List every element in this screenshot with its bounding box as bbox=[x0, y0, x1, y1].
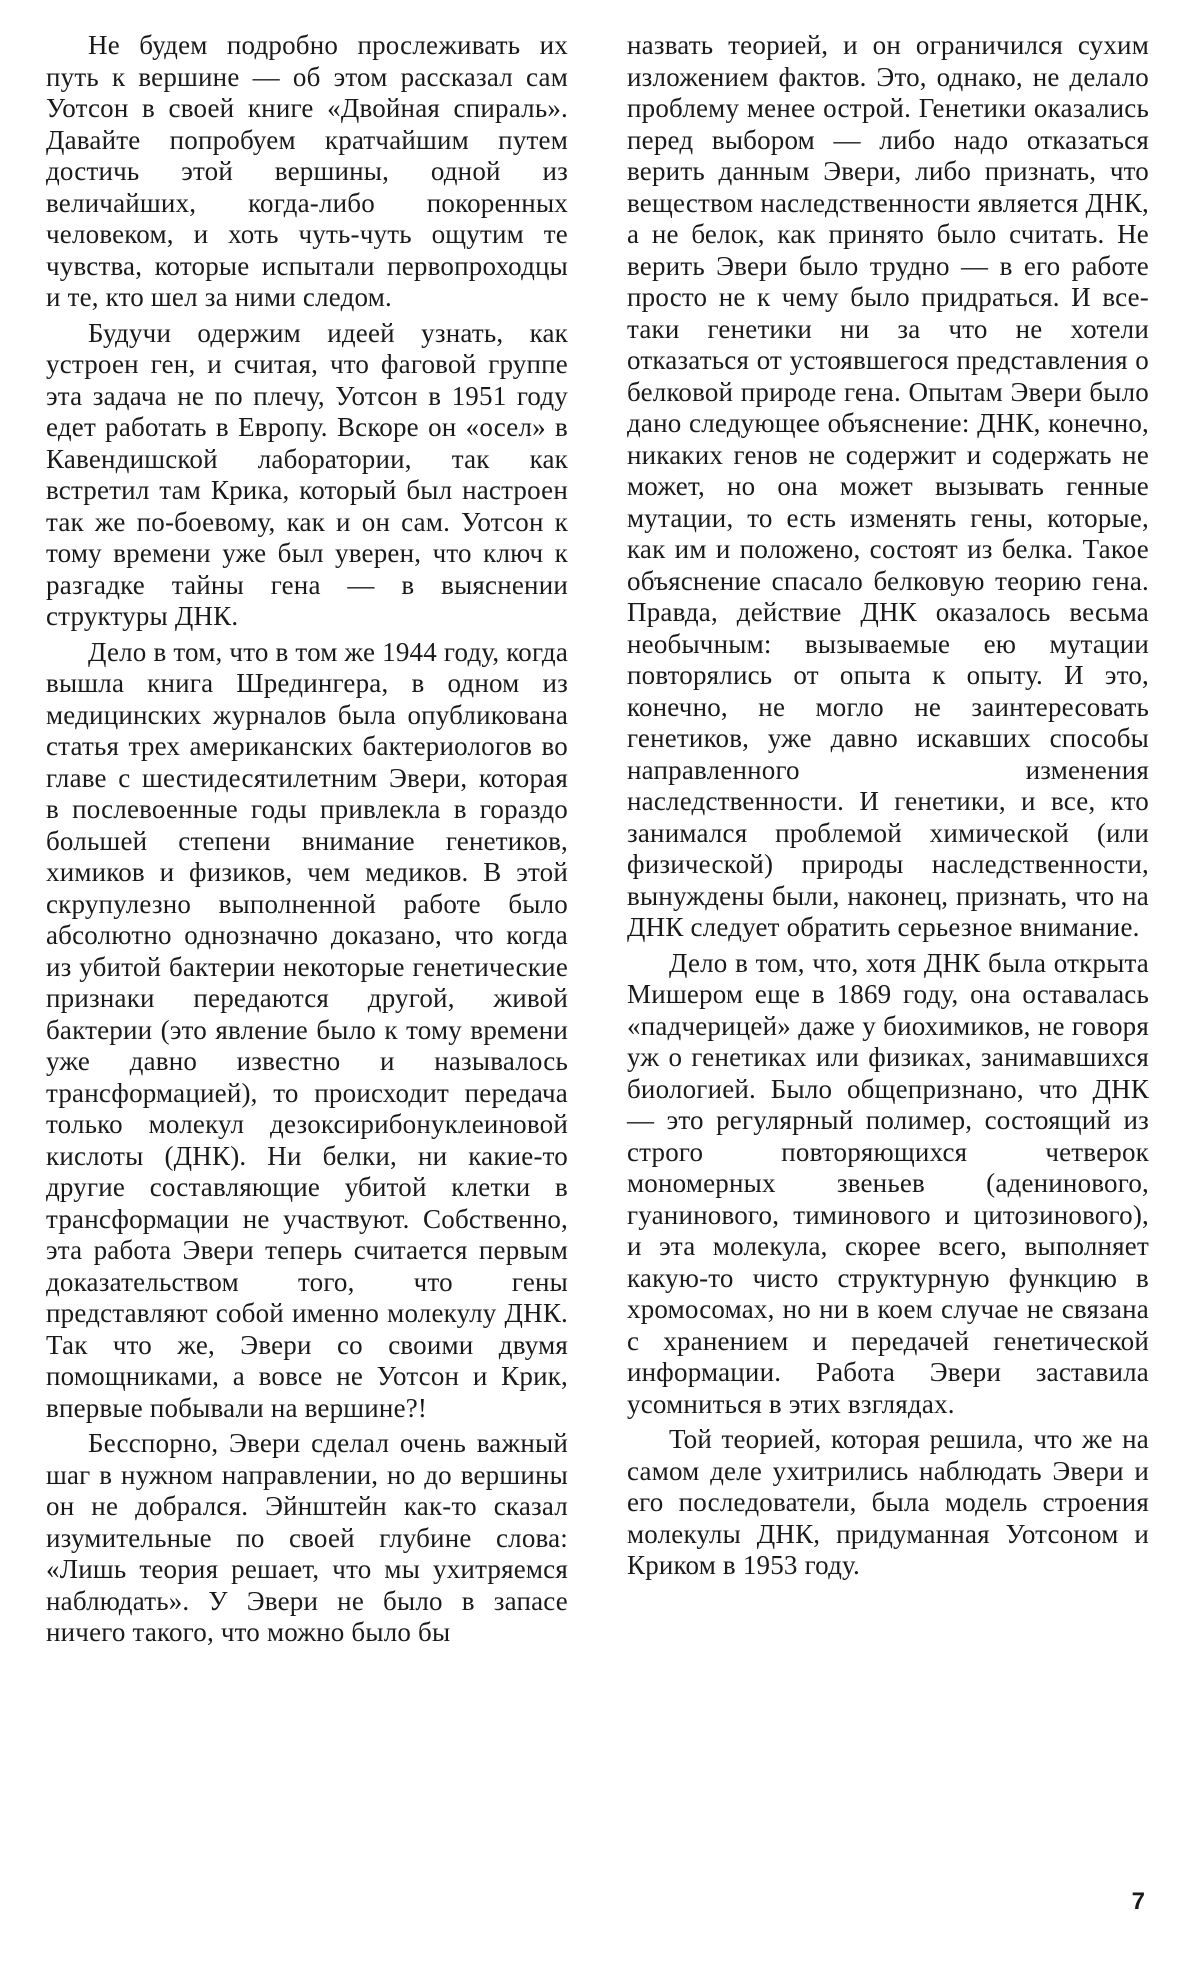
paragraph: Бесспорно, Эвери сделал очень важный шаг в нужном направлении, но до вершины он не добрался. Эйнштейн как-то сказал изумительные по своей глубине слова: «Лишь теория решает, что мы ухитряемся наблюдать». У Эвери не было в запасе ничего такого, что можно было бы bbox=[46, 1428, 568, 1647]
paragraph: Будучи одержим идеей узнать, как устроен ген, и считая, что фаговой группе эта задача не по плечу, Уотсон в 1951 году едет работать в Европу. Вскоре он «осел» в Кавендишской лаборатории, так как встретил там Крика, который был настроен так же по-боевому, как и он сам. Уотсон к тому времени уже был уверен, что ключ к разгадке тайны гена — в выяснении структуры ДНК. bbox=[46, 317, 568, 631]
paragraph: Не будем подробно прослеживать их путь к вершине — об этом рассказал сам Уотсон в своей книге «Двойная спираль». Давайте попробуем кратчайшим путем достичь этой вершины, одной из величайших, когда-либо покоренных человеком, и хоть чуть-чуть ощутим те чувства, которые испытали первопроходцы и те, кто шел за ними следом. bbox=[46, 30, 568, 312]
paragraph: Дело в том, что в том же 1944 году, когда вышла книга Шредингера, в одном из медицинских журналов была опубликована статья трех американских бактериологов во главе с шестидесятилетним Эвери, которая в послевоенные годы привлекла в гораздо большей степени внимание генетиков, химиков и физиков, чем медиков. В этой скрупулезно выполненной работе было абсолютно однозначно доказано, что когда из убитой бактерии некоторые генетические признаки передаются другой, живой бактерии (это явление было к тому времени уже давно известно и называлось трансформацией), то происходит передача только молекул дезоксирибонуклеиновой кислоты (ДНК). Ни белки, ни какие-то другие составляющие убитой клетки в трансформации не участвуют. Собственно, эта работа Эвери теперь считается первым доказательством того, что гены представляют собой именно молекулу ДНК. Так что же, Эвери со своими двумя помощниками, а вовсе не Уотсон и Крик, впервые побывали на вершине?! bbox=[46, 636, 568, 1423]
page-number: 7 bbox=[1131, 1888, 1145, 1915]
paragraph: Дело в том, что, хотя ДНК была открыта Мишером еще в 1869 году, она оставалась «падчерицей» даже у биохимиков, не говоря уж о генетиках или физиках, занимавшихся биологией. Было общепризнано, что ДНК — это регулярный полимер, состоящий из строго повторяющихся четверок мономерных звеньев (аденинового, гуанинового, тиминового и цитозинового), и эта молекула, скорее всего, выполняет какую-то чисто структурную функцию в хромосомах, но ни в коем случае не связана с хранением и передачей генетической информации. Работа Эвери заставила усомниться в этих взглядах. bbox=[627, 947, 1149, 1419]
left-column bbox=[46, 30, 568, 1649]
right-column bbox=[627, 30, 1149, 1582]
paragraph-continued: назвать теорией, и он ограничился сухим изложением фактов. Это, однако, не делало проблему менее острой. Генетики оказались перед выбором — либо надо отказаться верить данным Эвери, либо признать, что веществом наследственности является ДНК, а не белок, как принято было считать. Не верить Эвери было трудно — в его работе просто не к чему было придраться. И все-таки генетики ни за что не хотели отказаться от устоявшегося представления о белковой природе гена. Опытам Эвери было дано следующее объяснение: ДНК, конечно, никаких генов не содержит и содержать не может, но она может вызывать генные мутации, то есть изменять гены, которые, как им и положено, состоят из белка. Такое объяснение спасало белковую теорию гена. Правда, действие ДНК оказалось весьма необычным: вызываемые ею мутации повторялись от опыта к опыту. И это, конечно, не могло не заинтересовать генетиков, уже давно искавших способы направленного изменения наследственности. И генетики, и все, кто занимался проблемой химической (или физической) природы наследственности, вынуждены были, наконец, признать, что на ДНК следует обратить серьезное внимание. bbox=[627, 30, 1149, 942]
paragraph: Той теорией, которая решила, что же на самом деле ухитрились наблюдать Эвери и его последователи, была модель строения молекулы ДНК, придуманная Уотсоном и Криком в 1953 году. bbox=[627, 1424, 1149, 1580]
